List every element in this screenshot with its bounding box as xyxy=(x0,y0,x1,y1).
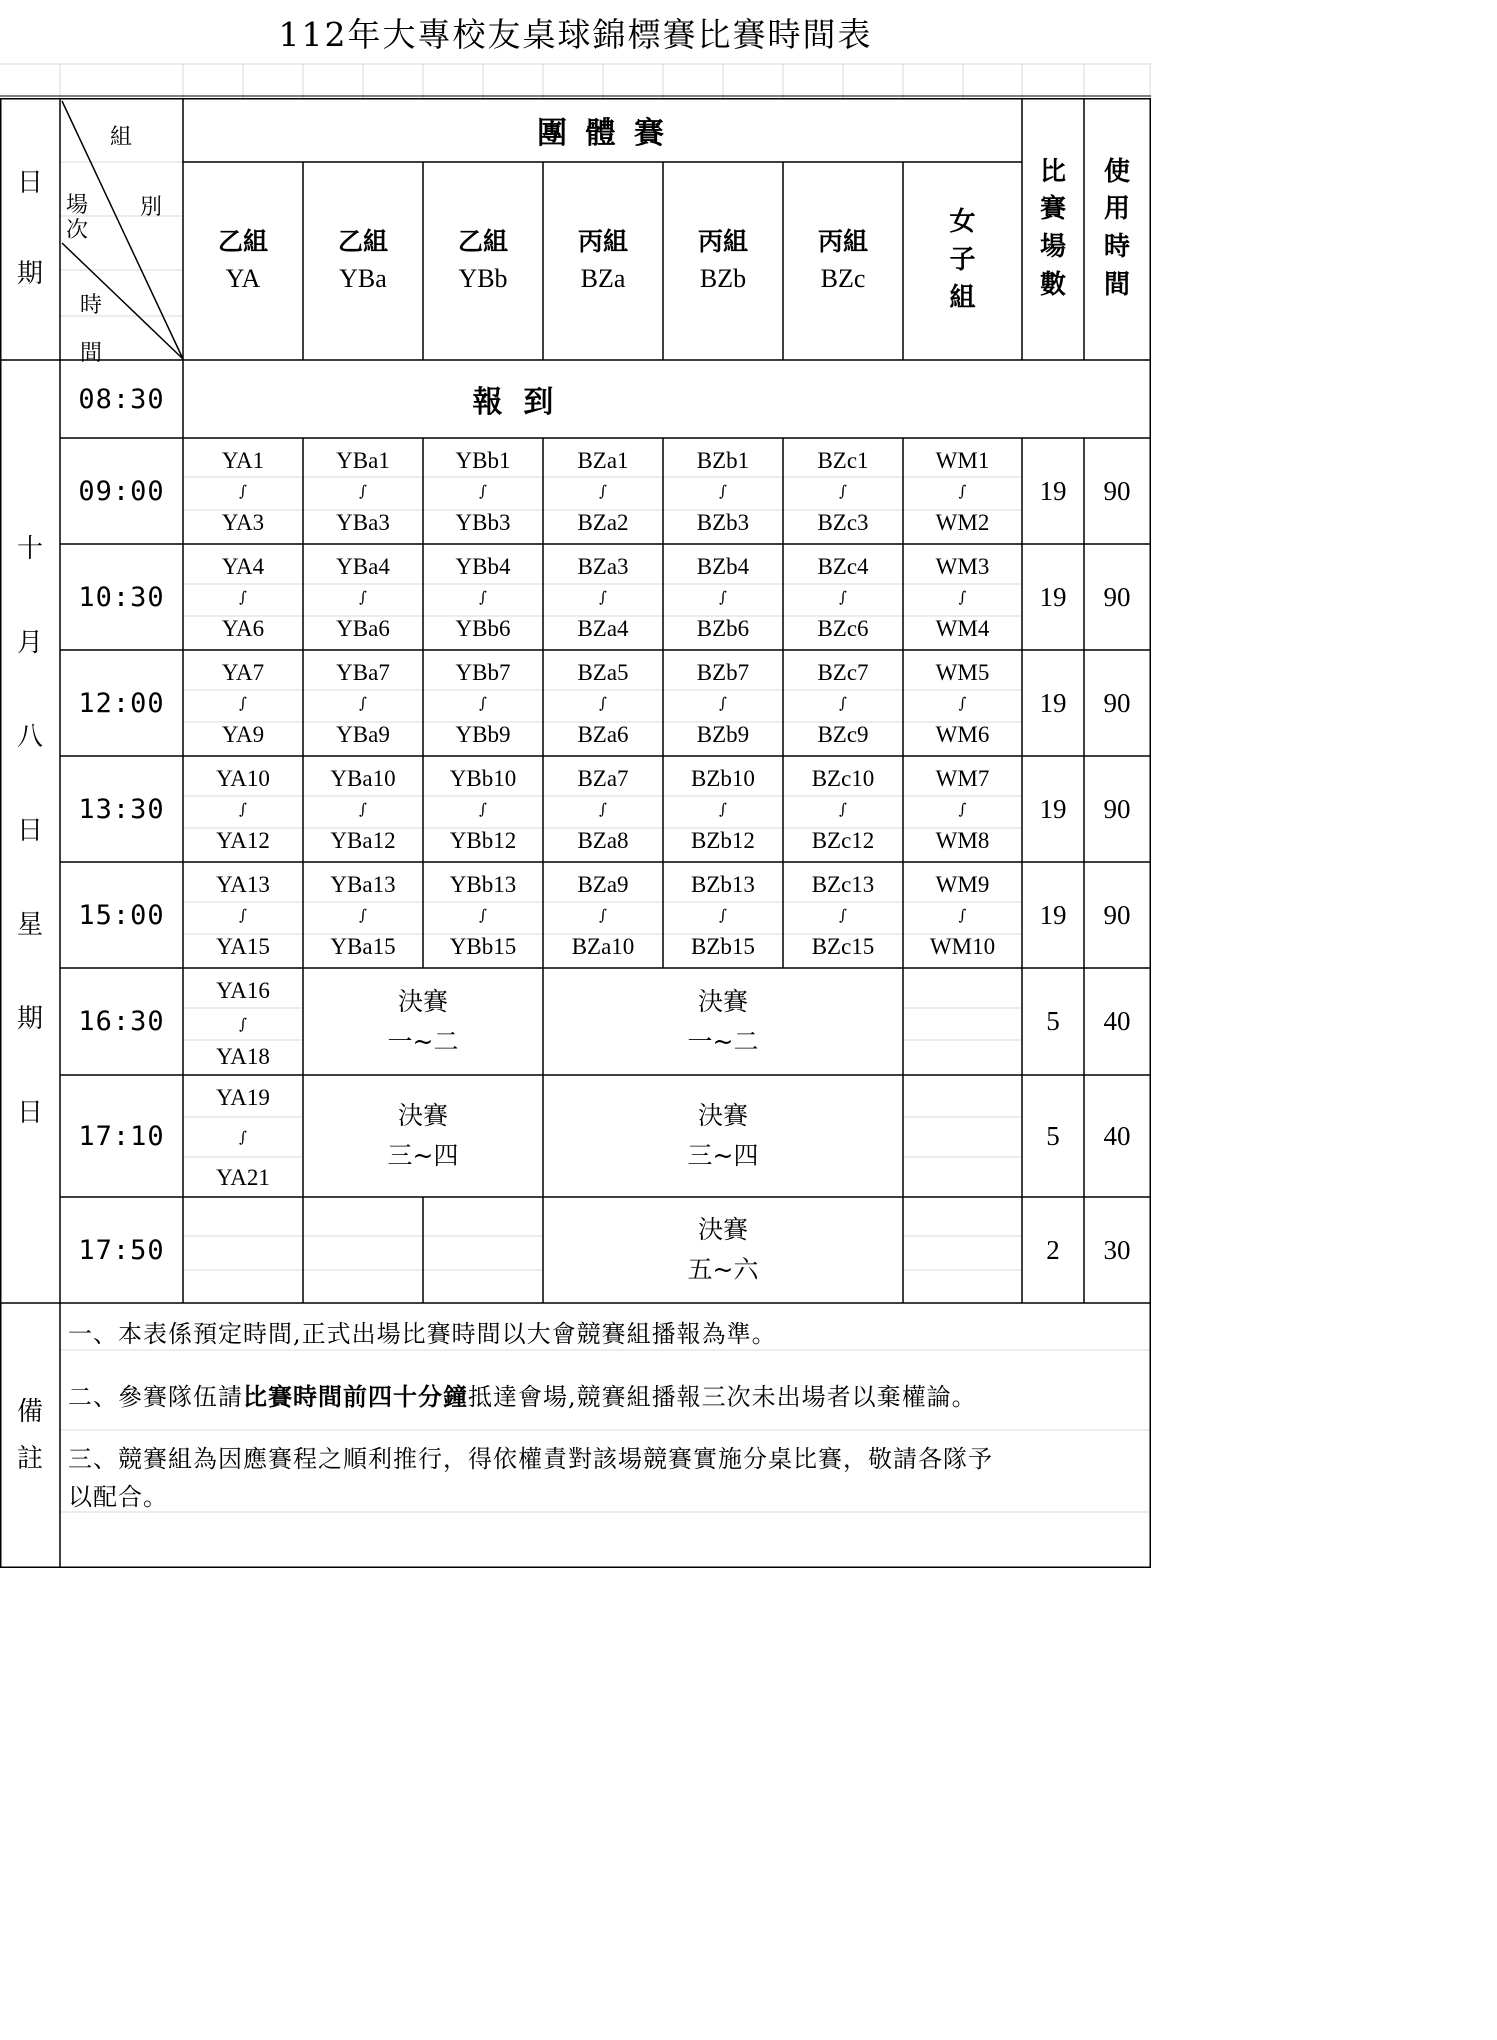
match-code-start: YA19 xyxy=(216,1084,270,1110)
match-code-end: YBa15 xyxy=(330,933,396,959)
match-code-start: BZb7 xyxy=(696,659,750,685)
match-code-end: YBa12 xyxy=(330,827,396,853)
group-header-ya xyxy=(183,162,303,360)
tilde-icon: ∫ xyxy=(239,905,247,924)
match-code-end: BZc9 xyxy=(817,721,869,747)
tilde-icon: ∫ xyxy=(239,1127,247,1146)
final-range: 一~二 xyxy=(387,1026,459,1056)
match-code-end: BZa4 xyxy=(577,615,629,641)
duration-header-char: 間 xyxy=(1103,269,1130,300)
match-code-end: YA9 xyxy=(221,721,265,747)
group-header-bzb xyxy=(663,162,783,360)
match-code-start: BZc13 xyxy=(811,871,875,897)
match-code-start: BZb1 xyxy=(696,447,750,473)
final-y-1630 xyxy=(303,968,543,1075)
tilde-icon: ∫ xyxy=(719,587,727,606)
row-time: 15:00 xyxy=(78,899,165,931)
match-code-start: YBb7 xyxy=(455,659,511,685)
match-code-start: YBb4 xyxy=(455,553,511,579)
match-count-header-char: 賽 xyxy=(1039,194,1066,225)
match-code-start: BZa1 xyxy=(577,447,629,473)
group-header-line2: BZc xyxy=(820,264,866,294)
match-code-end: YBa9 xyxy=(336,721,390,747)
match-code-start: BZb4 xyxy=(696,553,750,579)
women-header-char: 組 xyxy=(949,282,976,313)
tilde-icon: ∫ xyxy=(479,693,487,712)
tilde-icon: ∫ xyxy=(719,905,727,924)
tilde-icon: ∫ xyxy=(599,587,607,606)
final-range: 三~四 xyxy=(687,1141,759,1170)
duration: 90 xyxy=(1103,687,1131,718)
duration-header-char: 時 xyxy=(1103,232,1130,262)
duration-header-char: 用 xyxy=(1103,194,1130,225)
match-code-end: YBa3 xyxy=(336,509,390,535)
final-bz-1630 xyxy=(543,968,903,1075)
tilde-icon: ∫ xyxy=(239,481,247,500)
match-code-end: BZa6 xyxy=(577,721,629,747)
match-code-end: YBb15 xyxy=(449,933,517,959)
tilde-icon: ∫ xyxy=(359,481,367,500)
match-code-end: WM4 xyxy=(935,615,990,641)
final-y-1710 xyxy=(303,1075,543,1197)
tilde-icon: ∫ xyxy=(599,481,607,500)
tilde-icon: ∫ xyxy=(239,799,247,818)
date-char: 八 xyxy=(16,722,43,752)
match-code-start: YBa7 xyxy=(336,659,390,685)
match-code-start: YA13 xyxy=(216,871,270,897)
final-label: 決賽 xyxy=(697,1215,748,1244)
tilde-icon: ∫ xyxy=(839,587,847,606)
remark-3-line2: 以配合。 xyxy=(68,1483,168,1511)
duration: 90 xyxy=(1103,475,1131,506)
tilde-icon: ∫ xyxy=(239,693,247,712)
row-time: 12:00 xyxy=(78,687,165,719)
match-code-start: BZb13 xyxy=(691,871,755,897)
group-header-ybb xyxy=(423,162,543,360)
match-code-end: BZb3 xyxy=(696,509,750,535)
final-label: 決賽 xyxy=(397,1101,448,1130)
remark-2-bold: 比賽時間前四十分鐘 xyxy=(243,1382,468,1411)
match-code-start: BZa5 xyxy=(577,659,629,685)
match-code-start: YBb1 xyxy=(455,447,511,473)
match-code-end: YBb6 xyxy=(455,615,511,641)
group-header-line2: BZb xyxy=(699,264,747,294)
group-header-line1: 丙組 xyxy=(577,227,628,257)
match-code-end: BZa8 xyxy=(577,827,629,853)
match-code-end: BZa10 xyxy=(571,933,635,959)
duration: 40 xyxy=(1103,1120,1131,1151)
date-header-char: 期 xyxy=(16,259,43,289)
match-code-start: WM5 xyxy=(935,659,990,685)
row-time: 17:10 xyxy=(78,1120,165,1152)
match-code-start: WM9 xyxy=(935,871,990,897)
match-code-end: YBb3 xyxy=(455,509,511,535)
date-char: 十 xyxy=(16,534,43,564)
match-code-start: BZc10 xyxy=(811,765,875,791)
match-code-start: YA4 xyxy=(221,553,265,579)
match-code-end: BZc6 xyxy=(817,615,869,641)
match-code-end: BZb9 xyxy=(696,721,750,747)
match-code-start: YA16 xyxy=(216,977,270,1003)
match-count: 19 xyxy=(1039,475,1067,506)
tilde-icon: ∫ xyxy=(479,481,487,500)
match-code-start: BZa7 xyxy=(577,765,629,791)
row-time: 17:50 xyxy=(78,1234,165,1266)
date-header-char: 日 xyxy=(16,168,43,198)
group-header-line1: 丙組 xyxy=(697,227,748,257)
tilde-icon: ∫ xyxy=(599,799,607,818)
group-header-line2: BZa xyxy=(580,264,626,294)
checkin-label: 報 到 xyxy=(472,385,554,420)
row-time: 10:30 xyxy=(78,581,165,613)
tilde-icon: ∫ xyxy=(359,693,367,712)
duration-header xyxy=(1084,98,1150,360)
match-code-end: YA15 xyxy=(216,933,270,959)
row-time: 09:00 xyxy=(78,475,165,507)
tilde-icon: ∫ xyxy=(958,481,967,500)
tilde-icon: ∫ xyxy=(958,799,967,818)
match-code-start: BZc1 xyxy=(817,447,869,473)
duration-header-char: 使 xyxy=(1103,156,1130,187)
match-count-header xyxy=(1022,98,1084,360)
date-vertical xyxy=(0,360,60,1303)
match-code-start: YBb13 xyxy=(449,871,517,897)
duration: 90 xyxy=(1103,581,1131,612)
match-code-end: BZb6 xyxy=(696,615,750,641)
match-code-end: YA6 xyxy=(221,615,265,641)
date-char: 日 xyxy=(16,816,43,846)
match-code-start: YBa13 xyxy=(330,871,396,897)
remark-1: 一、本表係預定時間,正式出場比賽時間以大會競賽組播報為準。 xyxy=(68,1320,777,1348)
tilde-icon: ∫ xyxy=(839,905,847,924)
duration: 40 xyxy=(1103,1006,1131,1036)
match-count-header-char: 比 xyxy=(1039,156,1066,187)
match-code-end: YBa6 xyxy=(336,615,390,641)
match-count: 19 xyxy=(1039,899,1067,930)
tilde-icon: ∫ xyxy=(719,799,727,818)
match-code-start: YA10 xyxy=(216,765,270,791)
match-code-start: BZc4 xyxy=(817,553,869,579)
match-code-end: YBb12 xyxy=(449,827,517,853)
match-code-start: YBa10 xyxy=(330,765,396,791)
match-count: 5 xyxy=(1046,1006,1060,1036)
match-count: 19 xyxy=(1039,581,1067,612)
match-code-start: YBa1 xyxy=(336,447,390,473)
match-code-start: BZc7 xyxy=(817,659,869,685)
group-header-yba xyxy=(303,162,423,360)
match-code-end: YA12 xyxy=(216,827,270,853)
match-count: 2 xyxy=(1046,1234,1060,1265)
match-code-end: YA18 xyxy=(216,1043,270,1069)
final-range: 一~二 xyxy=(687,1026,759,1056)
match-code-end: WM2 xyxy=(935,509,990,535)
date-char: 月 xyxy=(16,628,43,658)
final-range: 五~六 xyxy=(687,1255,759,1284)
women-header-char: 女 xyxy=(949,207,976,238)
final-label: 決賽 xyxy=(697,1101,748,1130)
group-header-line1: 乙組 xyxy=(337,227,388,257)
tilde-icon: ∫ xyxy=(958,693,967,712)
final-bz-1710 xyxy=(543,1075,903,1197)
remark-3-line1: 三、競賽組為因應賽程之順利推行，得依權責對該場競賽實施分桌比賽，敬請各隊予 xyxy=(68,1445,993,1473)
duration: 30 xyxy=(1103,1234,1131,1265)
remarks-label-char: 備 xyxy=(16,1396,43,1427)
remark-2 xyxy=(68,1377,977,1412)
corner-time-label: 時 xyxy=(80,293,103,318)
match-code-end: WM8 xyxy=(935,827,990,853)
tilde-icon: ∫ xyxy=(239,1014,247,1033)
match-code-end: BZc12 xyxy=(811,827,875,853)
match-code-end: YBb9 xyxy=(455,721,511,747)
match-count-header-char: 數 xyxy=(1039,269,1066,300)
match-count: 5 xyxy=(1046,1120,1060,1151)
date-char: 期 xyxy=(16,1004,43,1034)
match-code-end: BZc3 xyxy=(817,509,869,535)
duration: 90 xyxy=(1103,793,1131,824)
tilde-icon: ∫ xyxy=(839,799,847,818)
match-code-start: WM1 xyxy=(935,447,990,473)
row-time: 13:30 xyxy=(78,793,165,825)
match-code-start: BZa3 xyxy=(577,553,629,579)
final-label: 決賽 xyxy=(397,986,448,1016)
remarks-label xyxy=(0,1303,60,1568)
group-header-line1: 乙組 xyxy=(217,227,268,257)
page-title: 112年大專校友桌球錦標賽比賽時間表 xyxy=(278,14,873,54)
group-header-line2: YBa xyxy=(339,264,387,294)
women-header-char: 子 xyxy=(949,245,976,276)
match-code-end: WM6 xyxy=(935,721,990,747)
remark-2-post: 抵達會場,競賽組播報三次未出場者以棄權論。 xyxy=(468,1383,977,1411)
tilde-icon: ∫ xyxy=(599,693,607,712)
match-count-header-char: 場 xyxy=(1039,232,1066,262)
match-code-start: YBb10 xyxy=(449,765,517,791)
tilde-icon: ∫ xyxy=(359,799,367,818)
tilde-icon: ∫ xyxy=(958,905,967,924)
tilde-icon: ∫ xyxy=(958,587,967,606)
tilde-icon: ∫ xyxy=(359,587,367,606)
match-count: 19 xyxy=(1039,793,1067,824)
remark-2-pre: 二、參賽隊伍請 xyxy=(68,1383,243,1411)
duration: 90 xyxy=(1103,899,1131,930)
tilde-icon: ∫ xyxy=(719,481,727,500)
corner-session-label: 次 xyxy=(66,218,89,243)
tilde-icon: ∫ xyxy=(479,799,487,818)
date-header xyxy=(0,98,60,360)
row-time: 16:30 xyxy=(78,1006,165,1037)
corner-group-label: 組 xyxy=(110,125,133,150)
date-char: 日 xyxy=(16,1098,43,1128)
final-range: 三~四 xyxy=(387,1141,459,1170)
remarks-label-char: 註 xyxy=(16,1443,43,1474)
tilde-icon: ∫ xyxy=(839,693,847,712)
tilde-icon: ∫ xyxy=(839,481,847,500)
tilde-icon: ∫ xyxy=(599,905,607,924)
match-count: 19 xyxy=(1039,687,1067,718)
match-code-end: WM10 xyxy=(929,933,996,959)
match-code-start: YA1 xyxy=(221,447,265,473)
team-event-header: 團 體 賽 xyxy=(537,116,668,151)
match-code-start: YBa4 xyxy=(336,553,390,579)
match-code-end: YA3 xyxy=(221,509,265,535)
match-code-start: WM7 xyxy=(935,765,990,791)
tilde-icon: ∫ xyxy=(719,693,727,712)
group-header-bza xyxy=(543,162,663,360)
group-header-line1: 乙組 xyxy=(457,227,508,257)
match-code-end: BZa2 xyxy=(577,509,629,535)
match-code-end: BZb12 xyxy=(691,827,755,853)
match-code-start: BZb10 xyxy=(691,765,755,791)
tilde-icon: ∫ xyxy=(479,905,487,924)
corner-session-label: 場 xyxy=(66,193,89,218)
match-code-end: BZb15 xyxy=(691,933,755,959)
match-code-start: YA7 xyxy=(221,659,265,685)
women-group-header xyxy=(903,162,1022,360)
corner-time-label: 間 xyxy=(80,341,103,366)
group-header-line1: 丙組 xyxy=(817,227,868,257)
corner-bie-label: 別 xyxy=(140,195,163,220)
match-code-end: BZc15 xyxy=(811,933,875,959)
final-bz-1750 xyxy=(543,1197,903,1303)
match-code-start: WM3 xyxy=(935,553,990,579)
group-header-line2: YA xyxy=(225,264,261,294)
tilde-icon: ∫ xyxy=(359,905,367,924)
group-header-bzc xyxy=(783,162,903,360)
checkin-time: 08:30 xyxy=(78,383,165,415)
match-code-end: YA21 xyxy=(216,1164,270,1190)
group-header-line2: YBb xyxy=(458,264,508,294)
tilde-icon: ∫ xyxy=(239,587,247,606)
match-code-start: BZa9 xyxy=(577,871,629,897)
final-label: 決賽 xyxy=(697,986,748,1016)
date-char: 星 xyxy=(16,910,43,940)
tilde-icon: ∫ xyxy=(479,587,487,606)
